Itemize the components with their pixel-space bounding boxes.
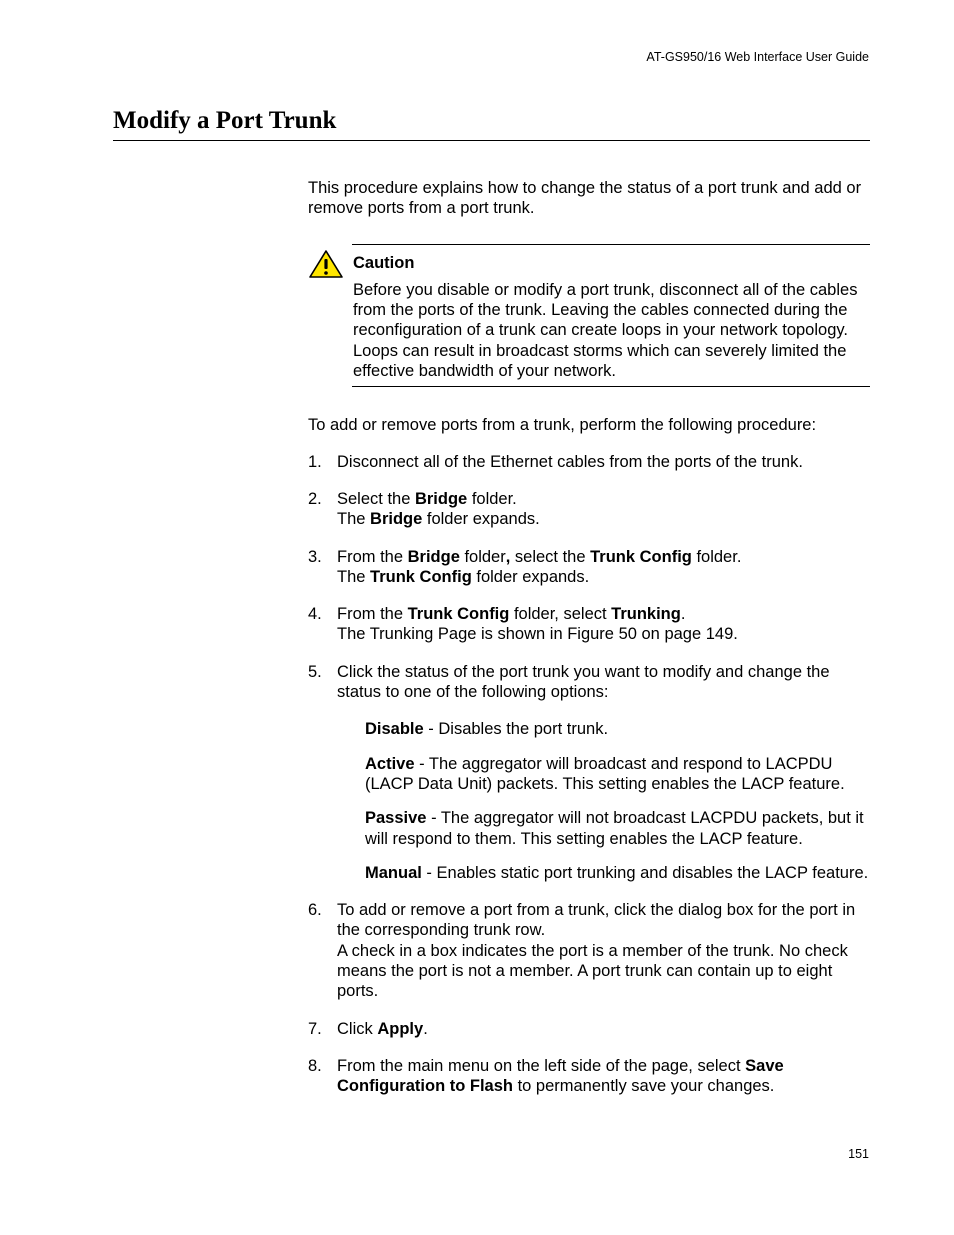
text-run: From the main menu on the left side of the page, select bbox=[337, 1056, 746, 1075]
text-run: folder. bbox=[467, 489, 517, 508]
text-run: , bbox=[505, 547, 511, 566]
text-run: folder expands. bbox=[422, 510, 540, 529]
step-number: 5. bbox=[308, 662, 322, 681]
procedure-lead: To add or remove ports from a trunk, perform the following procedure: bbox=[308, 416, 817, 435]
ui-term-save-configuration: Save Configuration to Flash bbox=[337, 1056, 784, 1096]
step-number: 4. bbox=[308, 605, 322, 624]
option-active bbox=[365, 754, 870, 795]
text-run: select the bbox=[510, 547, 591, 566]
step-3 bbox=[308, 547, 870, 588]
step-result bbox=[337, 567, 870, 587]
page-content bbox=[308, 178, 870, 1114]
option-description: - The aggregator will broadcast and respond to LACPDU (LACP Data Unit) packets. This setting enables the LACP feature. bbox=[365, 754, 845, 793]
step-result: A check in a box indicates the port is a member of the trunk. No check means the port is not a member. A port trunk can contain up to eight ports. bbox=[337, 941, 848, 1001]
option-disable bbox=[365, 719, 870, 739]
caution-body: Before you disable or modify a port trunk, disconnect all of the cables from the ports of the trunk. Leaving the cables connected during the reconfiguration of a trunk can create loops in your network topology. Loops can result in broadcast storms which can severely limited the effective bandwidth of your network. bbox=[353, 280, 858, 381]
text-run: The bbox=[337, 510, 371, 529]
step-number: 3. bbox=[308, 547, 322, 566]
step-text bbox=[337, 1020, 428, 1038]
procedure-steps bbox=[308, 452, 870, 1097]
step-7 bbox=[308, 1019, 870, 1039]
ui-term-trunk-config: Trunk Config bbox=[407, 605, 510, 624]
step-text bbox=[337, 605, 685, 623]
text-run: . bbox=[423, 1019, 428, 1038]
page-title: Modify a Port Trunk bbox=[113, 107, 337, 134]
option-term: Active bbox=[365, 754, 415, 773]
step-number: 7. bbox=[308, 1019, 322, 1038]
option-term: Disable bbox=[365, 720, 424, 739]
text-run: Select the bbox=[337, 489, 415, 508]
caution-title: Caution bbox=[353, 253, 415, 272]
option-description: - The aggregator will not broadcast LACPDU packets, but it will respond to them. This setting enables the LACP feature. bbox=[365, 809, 864, 848]
ui-term-trunking: Trunking bbox=[611, 605, 681, 624]
warning-triangle-icon bbox=[308, 249, 344, 279]
option-passive bbox=[365, 808, 870, 849]
step-2 bbox=[308, 489, 870, 530]
step-number: 2. bbox=[308, 489, 322, 508]
running-header: AT-GS950/16 Web Interface User Guide bbox=[646, 50, 869, 64]
step-result bbox=[337, 509, 870, 529]
text-run: . bbox=[680, 605, 686, 624]
option-term: Passive bbox=[365, 809, 427, 828]
ui-term-trunk-config: Trunk Config bbox=[370, 567, 472, 586]
ui-term-trunk-config: Trunk Config bbox=[590, 547, 692, 566]
text-run: From the bbox=[337, 605, 408, 624]
ui-term-bridge: Bridge bbox=[370, 510, 423, 529]
step-text: Disconnect all of the Ethernet cables from the ports of the trunk. bbox=[337, 452, 803, 471]
step-4 bbox=[308, 604, 870, 645]
step-8 bbox=[308, 1056, 870, 1097]
step-6 bbox=[308, 900, 870, 1001]
step-5 bbox=[308, 662, 870, 883]
option-manual bbox=[365, 863, 870, 883]
option-description: - Disables the port trunk. bbox=[423, 720, 609, 739]
step-result: The Trunking Page is shown in Figure 50 on page 149. bbox=[337, 625, 738, 644]
step-text bbox=[337, 1057, 784, 1095]
text-run: folder expands. bbox=[471, 567, 590, 586]
caution-block bbox=[308, 244, 870, 388]
option-term: Manual bbox=[365, 863, 422, 882]
status-options bbox=[365, 719, 870, 883]
step-text bbox=[337, 490, 517, 508]
text-run: folder. bbox=[691, 547, 742, 566]
text-run: Click bbox=[337, 1019, 378, 1038]
step-text bbox=[337, 548, 741, 566]
step-number: 8. bbox=[308, 1056, 322, 1075]
option-description: - Enables static port trunking and disables the LACP feature. bbox=[421, 863, 869, 882]
caution-box bbox=[352, 244, 870, 388]
text-run: folder bbox=[459, 547, 506, 566]
step-number: 1. bbox=[308, 452, 322, 471]
step-number: 6. bbox=[308, 901, 322, 920]
text-run: From the bbox=[337, 547, 408, 566]
ui-term-bridge: Bridge bbox=[414, 489, 468, 508]
page-number: 151 bbox=[848, 1147, 869, 1161]
ui-term-bridge: Bridge bbox=[407, 547, 460, 566]
text-run: to permanently save your changes. bbox=[512, 1077, 775, 1096]
step-1 bbox=[308, 452, 870, 472]
intro-paragraph: This procedure explains how to change the status of a port trunk and add or remove ports from a port trunk. bbox=[308, 179, 862, 218]
step-text: Click the status of the port trunk you want to modify and change the status to one of the following options: bbox=[337, 662, 830, 702]
text-run: folder, select bbox=[509, 605, 612, 624]
ui-term-apply: Apply bbox=[377, 1019, 424, 1038]
step-text: To add or remove a port from a trunk, click the dialog box for the port in the corresponding trunk row. bbox=[337, 901, 856, 940]
text-run: The bbox=[337, 567, 371, 586]
title-divider bbox=[113, 140, 870, 141]
